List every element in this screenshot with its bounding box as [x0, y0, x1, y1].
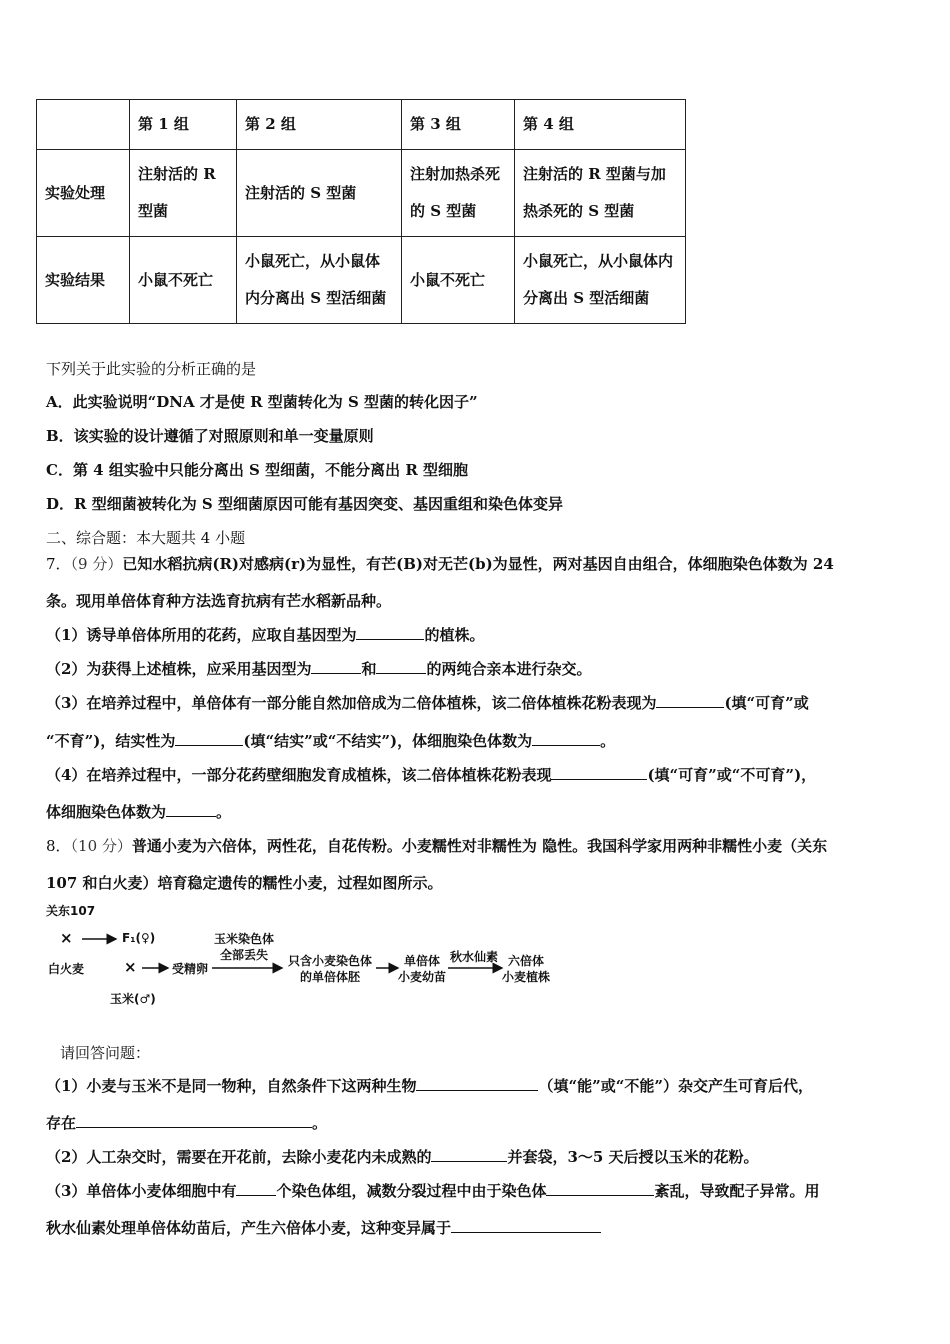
diagram-label-guandong: 关东107 — [46, 904, 96, 918]
q8-part3-text: 秋水仙素处理单倍体幼苗后，产生六倍体小麦，这种变异属于 — [46, 1219, 452, 1237]
q8-part2 — [46, 1146, 759, 1167]
q7-part2-text: 的两纯合亲本进行杂交。 — [426, 660, 592, 678]
breeding-process-diagram — [46, 902, 566, 1012]
table-header-cell: 第 3 组 — [402, 100, 515, 150]
table-cell: 小鼠不死亡 — [130, 237, 237, 324]
table-header-cell: 第 2 组 — [237, 100, 402, 150]
q8-part3-text: （3）单倍体小麦体细胞中有 — [46, 1182, 237, 1200]
table-cell: 注射活的 S 型菌 — [237, 150, 402, 237]
q6-option-c: C．第 4 组实验中只能分离出 S 型细菌，不能分离出 R 型细胞 — [46, 461, 469, 479]
q7-line1 — [46, 553, 834, 574]
q7-part3-text: “不育”)，结实性为 — [46, 732, 176, 750]
q8-score: （10 分） — [70, 837, 132, 855]
q7-text: 已知水稻抗病(R)对感病(r)为显性，有芒(B)对无芒(b)为显性，两对基因自由组合，体细胞染色体数为 24 — [122, 555, 834, 573]
answer-blank[interactable] — [416, 1076, 538, 1091]
q7-part4 — [46, 764, 816, 785]
q7-part3 — [46, 692, 809, 713]
q8-part3 — [46, 1180, 819, 1201]
q7-part3-text: (填“结实”或“不结实”)，体细胞染色体数为 — [243, 732, 533, 750]
q7-part1-text: 的植株。 — [424, 626, 485, 644]
answer-blank[interactable] — [166, 802, 216, 817]
q7-part3-cont — [46, 730, 615, 751]
diagram-cross-2: × — [124, 958, 137, 976]
diagram-label-baihuomai: 白火麦 — [48, 962, 85, 976]
answer-blank[interactable] — [656, 693, 724, 708]
diagram-label-embryo: 只含小麦染色体 — [288, 954, 373, 968]
diagram-label-hexaploid: 六倍体 — [508, 954, 545, 968]
table-cell: 小鼠死亡，从小鼠体内分离出 S 型活细菌 — [515, 237, 686, 324]
table-cell: 小鼠不死亡 — [402, 237, 515, 324]
q8-part3-cont — [46, 1217, 601, 1238]
answer-blank[interactable] — [236, 1181, 276, 1196]
q6-option-d: D．R 型细菌被转化为 S 型细菌原因可能有基因突变、基因重组和染色体变异 — [46, 495, 563, 513]
q8-part3-text: 个染色体组，减数分裂过程中由于染色体 — [276, 1182, 547, 1200]
answer-blank[interactable] — [431, 1147, 507, 1162]
q7-part4-text: 体细胞染色体数为 — [46, 803, 167, 821]
answer-blank[interactable] — [532, 731, 600, 746]
table-header-row — [37, 100, 686, 150]
q7-part3-text: 。 — [600, 732, 616, 750]
q7-part2-text: 和 — [361, 660, 377, 678]
q7-part2 — [46, 658, 591, 679]
q7-part1-text: （1）诱导单倍体所用的花药，应取自基因型为 — [46, 626, 357, 644]
q7-number: 7． — [46, 555, 71, 573]
answer-blank[interactable] — [546, 1181, 654, 1196]
diagram-label-embryo: 的单倍体胚 — [300, 970, 361, 984]
q6-option-b: B．该实验的设计遵循了对照原则和单一变量原则 — [46, 427, 374, 445]
diagram-cross-1: × — [60, 929, 73, 947]
q7-part4-text: （4）在培养过程中，一部分花药壁细胞发育成植株，该二倍体植株花粉表现 — [46, 766, 552, 784]
q7-part1 — [46, 624, 484, 645]
q8-part2-text: （2）人工杂交时，需要在开花前，去除小麦花内未成熟的 — [46, 1148, 432, 1166]
q7-part4-cont — [46, 801, 231, 822]
table-row — [37, 150, 686, 237]
diagram-label-f1: F₁(♀) — [122, 931, 156, 945]
q8-part1-text: 。 — [312, 1114, 328, 1132]
q8-prompt: 请回答问题： — [60, 1044, 151, 1062]
diagram-step-label: 玉米染色体 — [214, 932, 275, 946]
diagram-label-seedling: 单倍体 — [404, 954, 441, 968]
q7-part3-text: （3）在培养过程中，单倍体有一部分能自然加倍成为二倍体植株，该二倍体植株花粉表现为 — [46, 694, 657, 712]
q7-part3-text: (填“可育”或 — [724, 694, 809, 712]
answer-blank[interactable] — [551, 765, 647, 780]
table-cell: 注射活的 R 型菌 — [130, 150, 237, 237]
answer-blank[interactable] — [376, 659, 426, 674]
q6-stem: 下列关于此实验的分析正确的是 — [46, 360, 257, 378]
q8-part1-text: （填“能”或“不能”）杂交产生可育后代， — [538, 1077, 813, 1095]
q8-part1-text: 存在 — [46, 1114, 77, 1132]
answer-blank[interactable] — [356, 625, 424, 640]
answer-blank[interactable] — [451, 1218, 601, 1233]
q8-text: 普通小麦为六倍体，两性花，自花传粉。小麦糯性对非糯性为 隐性。我国科学家用两种非糯性小麦（关东 — [131, 837, 828, 855]
q7-score: （9 分） — [70, 555, 123, 573]
table-cell: 小鼠死亡，从小鼠体内分离出 S 型活细菌 — [237, 237, 402, 324]
answer-blank[interactable] — [175, 731, 243, 746]
table-row-label: 实验结果 — [37, 237, 130, 324]
q8-part3-text: 紊乱，导致配子异常。用 — [654, 1182, 820, 1200]
diagram-label-zygote: 受精卵 — [172, 962, 209, 976]
section-heading: 二、综合题：本大题共 4 小题 — [46, 529, 246, 547]
answer-blank[interactable] — [311, 659, 361, 674]
q8-line2: 107 和白火麦）培育稳定遗传的糯性小麦，过程如图所示。 — [46, 874, 443, 892]
q8-number: 8． — [46, 837, 71, 855]
table-row-label: 实验处理 — [37, 150, 130, 237]
q8-part2-text: 并套袋，3～5 天后授以玉米的花粉。 — [507, 1148, 759, 1166]
q6-option-a: A．此实验说明“DNA 才是使 R 型菌转化为 S 型菌的转化因子” — [46, 393, 478, 411]
q8-part1-cont — [46, 1112, 327, 1133]
diagram-step-label: 秋水仙素 — [450, 950, 499, 964]
table-header-cell: 第 4 组 — [515, 100, 686, 150]
q8-part1 — [46, 1075, 813, 1096]
table-header-cell — [37, 100, 130, 150]
table-cell: 注射加热杀死的 S 型菌 — [402, 150, 515, 237]
q8-line1 — [46, 835, 827, 856]
diagram-arrows — [46, 902, 566, 1012]
q7-line2: 条。现用单倍体育种方法选育抗病有芒水稻新品种。 — [46, 592, 392, 610]
q7-part2-text: （2）为获得上述植株，应采用基因型为 — [46, 660, 312, 678]
table-header-cell: 第 1 组 — [130, 100, 237, 150]
diagram-label-maize: 玉米(♂) — [110, 992, 156, 1006]
table-cell: 注射活的 R 型菌与加热杀死的 S 型菌 — [515, 150, 686, 237]
diagram-step-label: 全部丢失 — [220, 948, 269, 962]
experiment-table — [36, 99, 686, 324]
diagram-label-seedling: 小麦幼苗 — [398, 970, 447, 984]
table-row — [37, 237, 686, 324]
q8-part1-text: （1）小麦与玉米不是同一物种，自然条件下这两种生物 — [46, 1077, 417, 1095]
q7-part4-text: (填“可育”或“不可育”)， — [647, 766, 817, 784]
diagram-label-hexaploid: 小麦植株 — [502, 970, 551, 984]
q7-part4-text: 。 — [216, 803, 232, 821]
answer-blank[interactable] — [76, 1113, 312, 1128]
